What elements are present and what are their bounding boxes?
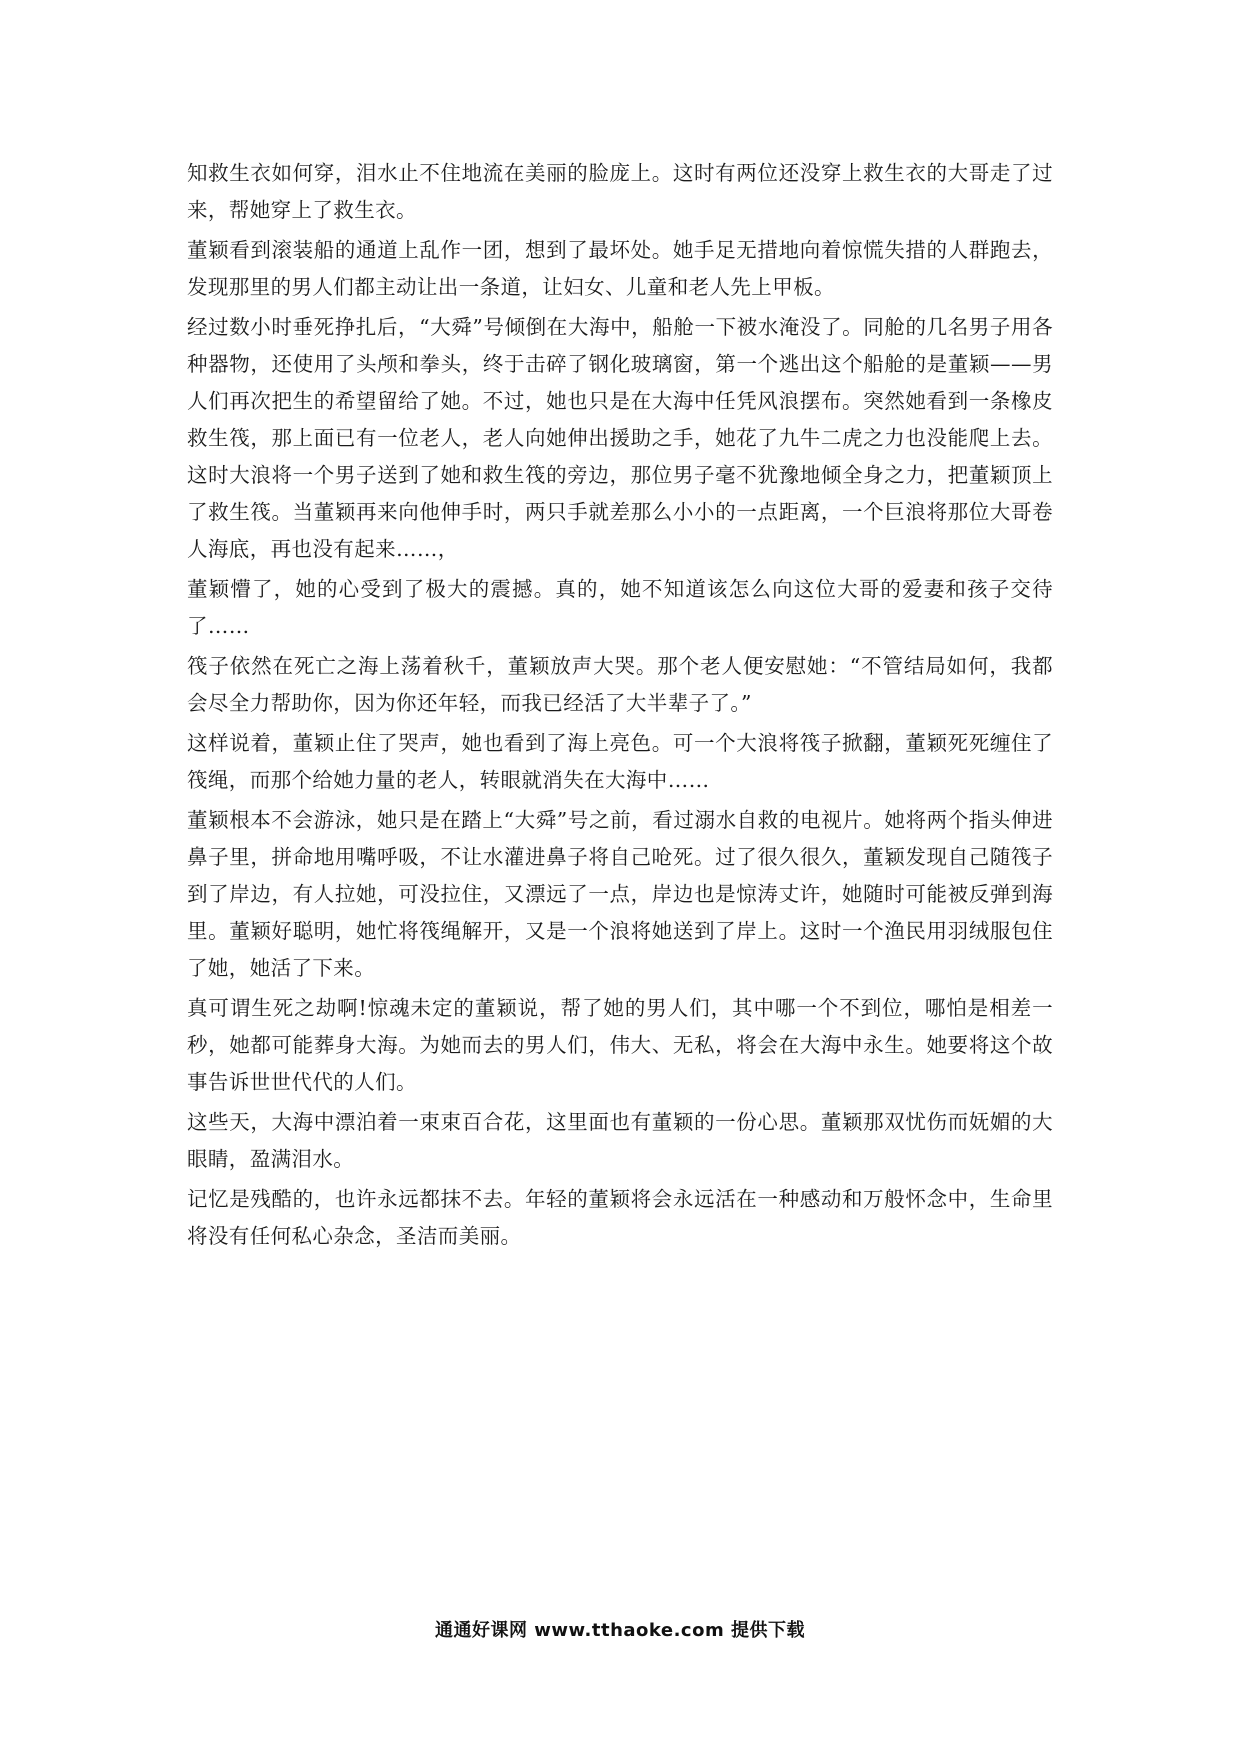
paragraph-5: 筏子依然在死亡之海上荡着秋千，董颖放声大哭。那个老人便安慰她：“不管结局如何，我都会尽全力帮助你，因为你还年轻，而我已经活了大半辈子了。” (187, 654, 1053, 715)
document-body (187, 155, 1053, 1258)
paragraph-10: 记忆是残酷的，也许永远都抹不去。年轻的董颖将会永远活在一种感动和万般怀念中，生命里将没有任何私心杂念，圣洁而美丽。 (187, 1187, 1053, 1248)
paragraph-2: 董颖看到滚装船的通道上乱作一团，想到了最坏处。她手足无措地向着惊慌失措的人群跑去，发现那里的男人们都主动让出一条道，让妇女、儿童和老人先上甲板。 (187, 238, 1053, 299)
paragraph-6: 这样说着，董颖止住了哭声，她也看到了海上亮色。可一个大浪将筏子掀翻，董颖死死缠住了筏绳，而那个给她力量的老人，转眼就消失在大海中…… (187, 731, 1053, 792)
paragraph-7: 董颖根本不会游泳，她只是在踏上“大舜”号之前，看过溺水自救的电视片。她将两个指头伸进鼻子里，拼命地用嘴呼吸，不让水灌进鼻子将自己呛死。过了很久很久，董颖发现自己随筏子到了岸边，有人拉她，可没拉住，又漂远了一点，岸边也是惊涛丈许，她随时可能被反弹到海里。董颖好聪明，她忙将筏绳解开，又是一个浪将她送到了岸上。这时一个渔民用羽绒服包住了她，她活了下来。 (187, 808, 1053, 980)
paragraph-1: 知救生衣如何穿，泪水止不住地流在美丽的脸庞上。这时有两位还没穿上救生衣的大哥走了过来，帮她穿上了救生衣。 (187, 161, 1053, 222)
paragraph-8: 真可谓生死之劫啊!惊魂未定的董颖说，帮了她的男人们，其中哪一个不到位，哪怕是相差一秒，她都可能葬身大海。为她而去的男人们，伟大、无私，将会在大海中永生。她要将这个故事告诉世世代代的人们。 (187, 996, 1053, 1094)
paragraph-4: 董颖懵了，她的心受到了极大的震撼。真的，她不知道该怎么向这位大哥的爱妻和孩子交待了…… (187, 577, 1053, 638)
page-footer: 通通好课网 www.tthaoke.com 提供下载 (435, 1620, 805, 1641)
paragraph-9: 这些天，大海中漂泊着一束束百合花，这里面也有董颖的一份心思。董颖那双忧伤而妩媚的大眼睛，盈满泪水。 (187, 1110, 1053, 1171)
paragraph-3: 经过数小时垂死挣扎后，“大舜”号倾倒在大海中，船舱一下被水淹没了。同舱的几名男子用各种器物，还使用了头颅和拳头，终于击碎了钢化玻璃窗，第一个逃出这个船舱的是董颖——男人们再次把生的希望留给了她。不过，她也只是在大海中任凭风浪摆布。突然她看到一条橡皮救生筏，那上面已有一位老人，老人向她伸出援助之手，她花了九牛二虎之力也没能爬上去。这时大浪将一个男子送到了她和救生筏的旁边，那位男子毫不犹豫地倾全身之力，把董颖顶上了救生筏。当董颖再来向他伸手时，两只手就差那么小小的一点距离，一个巨浪将那位大哥卷人海底，再也没有起来……， (187, 315, 1053, 561)
